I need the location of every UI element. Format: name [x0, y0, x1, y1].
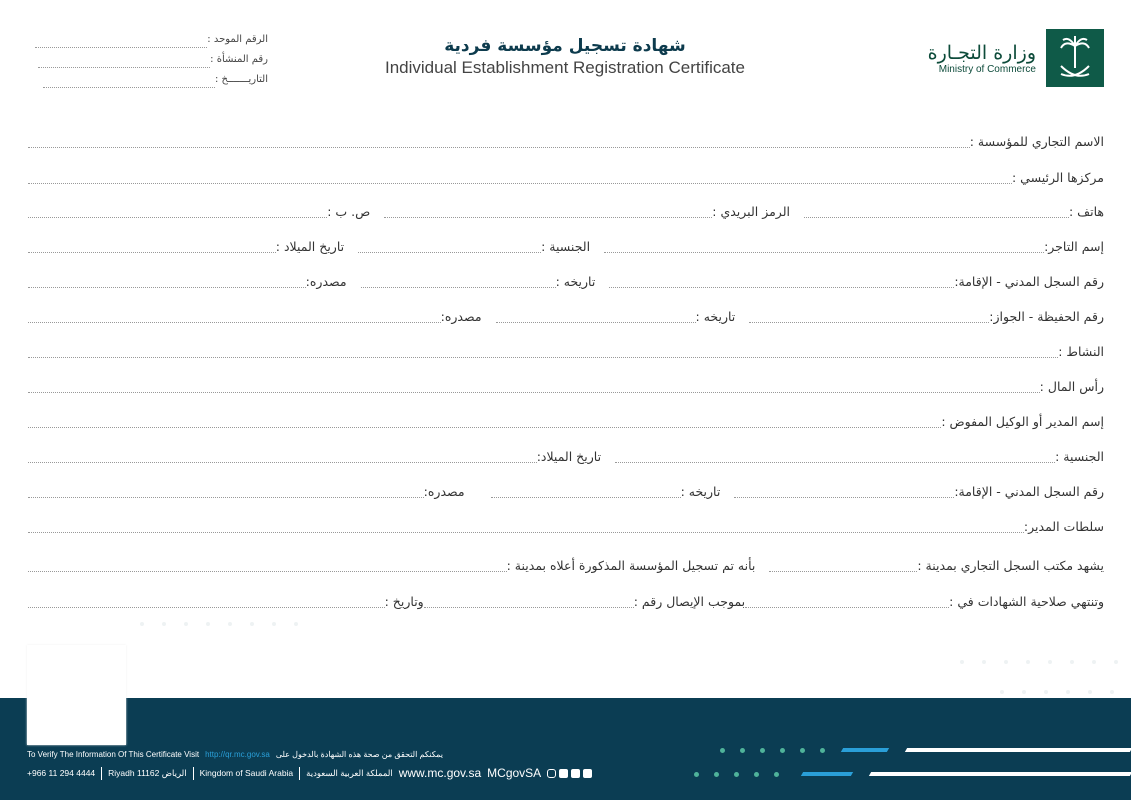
expiry-field — [745, 607, 949, 608]
background-dot — [184, 622, 188, 626]
passport-source-field — [28, 322, 441, 323]
background-dot — [228, 622, 232, 626]
row-manager-powers — [28, 519, 1104, 539]
civil-id-date-label: تاريخه : — [555, 274, 596, 289]
capital-field — [28, 392, 1040, 393]
palm-swords-emblem-icon — [1046, 29, 1104, 87]
row-manager-nationality — [28, 449, 1104, 469]
civil-id-label: رقم السجل المدني - الإقامة: — [954, 274, 1104, 289]
civil-id-date-field — [361, 287, 556, 288]
background-dot — [1004, 660, 1008, 664]
merchant-name-field — [604, 252, 1044, 253]
background-dot — [206, 622, 210, 626]
trade-name-field — [28, 147, 970, 148]
phone-field — [804, 217, 1069, 218]
passport-date-field — [496, 322, 696, 323]
trade-name-label: الاسم التجاري للمؤسسة : — [969, 134, 1104, 149]
footer-country-en: Kingdom of Saudi Arabia — [199, 768, 294, 778]
certify-office-label: يشهد مكتب السجل التجاري بمدينة : — [917, 558, 1104, 573]
verify-link[interactable]: http://qr.mc.gov.sa — [205, 750, 270, 759]
birth-date-label: تاريخ الميلاد : — [275, 239, 345, 254]
manager-name-label: إسم المدير أو الوكيل المفوض : — [941, 414, 1104, 429]
passport-label: رقم الحفيظة - الجواز: — [989, 309, 1104, 324]
manager-civil-id-source-field — [28, 497, 424, 498]
headquarters-field — [28, 183, 1012, 184]
background-dot — [272, 622, 276, 626]
civil-id-field — [609, 287, 954, 288]
background-dot — [294, 622, 298, 626]
footer-handle: MCgovSA — [487, 766, 542, 780]
activity-field — [28, 357, 1058, 358]
background-dot — [982, 660, 986, 664]
row-civil-id — [28, 274, 1104, 294]
passport-date-label: تاريخه : — [695, 309, 736, 324]
birth-date-field — [28, 252, 276, 253]
manager-nationality-label: الجنسية : — [1055, 449, 1104, 464]
background-dot — [960, 660, 964, 664]
civil-id-source-field — [28, 287, 306, 288]
decor-dot — [754, 772, 759, 777]
passport-field — [749, 322, 989, 323]
manager-civil-id-date-label: تاريخه : — [680, 484, 721, 499]
accent-stripe — [801, 772, 853, 776]
verify-line — [27, 750, 443, 759]
background-dot — [1066, 690, 1070, 694]
phone-label: هاتف : — [1068, 204, 1104, 219]
row-manager-name — [28, 414, 1104, 434]
manager-civil-id-date-field — [491, 497, 681, 498]
row-manager-civil-id — [28, 484, 1104, 504]
merchant-name-label: إسم التاجر: — [1044, 239, 1104, 254]
unified-number-field — [35, 47, 207, 48]
certify-registered-label: بأنه تم تسجيل المؤسسة المذكورة أعلاه بمدينة : — [506, 558, 756, 573]
row-merchant — [28, 239, 1104, 259]
manager-birth-date-label: تاريخ الميلاد: — [536, 449, 602, 464]
row-passport — [28, 309, 1104, 329]
verify-text-en: To Verify The Information Of This Certificate Visit — [27, 750, 200, 759]
logo-text-ar: وزارة التجـارة — [927, 41, 1036, 64]
decor-dot — [740, 748, 745, 753]
nationality-field — [358, 252, 541, 253]
white-stripe — [905, 748, 1131, 752]
date-label: التاريـــــــخ : — [214, 74, 268, 85]
nationality-label: الجنسية : — [541, 239, 591, 254]
row-capital — [28, 379, 1104, 399]
accent-stripe — [841, 748, 889, 752]
background-dot — [1088, 690, 1092, 694]
receipt-label: بموجب الإيصال رقم : — [633, 594, 746, 609]
certify-registered-field — [28, 571, 507, 572]
certificate-meta — [28, 34, 268, 94]
headquarters-label: مركزها الرئيسي : — [1012, 170, 1104, 185]
manager-name-field — [28, 427, 941, 428]
postal-code-label: الرمز البريدي : — [712, 204, 790, 219]
background-dot — [1092, 660, 1096, 664]
decor-dot — [734, 772, 739, 777]
background-dot — [1022, 690, 1026, 694]
footer-website[interactable]: www.mc.gov.sa — [398, 766, 482, 780]
row-certification — [28, 558, 1104, 578]
background-dot — [140, 622, 144, 626]
postal-code-field — [384, 217, 712, 218]
footer-country-ar: المملكة العربية السعودية — [306, 767, 393, 778]
po-box-field — [28, 217, 327, 218]
title-english: Individual Establishment Registration Certificate — [384, 58, 745, 77]
contact-line — [27, 766, 592, 780]
row-activity — [28, 344, 1104, 364]
manager-powers-field — [28, 532, 1024, 533]
manager-civil-id-label: رقم السجل المدني - الإقامة: — [954, 484, 1104, 499]
decor-dot — [694, 772, 699, 777]
facebook-icon[interactable] — [559, 769, 568, 778]
background-dot — [1044, 690, 1048, 694]
logo-text-en: Ministry of Commerce — [938, 63, 1036, 75]
receipt-field — [424, 607, 634, 608]
row-expiry — [28, 594, 1104, 614]
footer-city: Riyadh 11162 الرياض — [108, 767, 187, 778]
title-arabic: شهادة تسجيل مؤسسة فردية — [444, 36, 686, 56]
white-stripe — [869, 772, 1131, 776]
activity-label: النشاط : — [1058, 344, 1104, 359]
background-dot — [1000, 690, 1004, 694]
passport-source-label: مصدره: — [440, 309, 482, 324]
establishment-number-field — [38, 67, 210, 68]
manager-civil-id-field — [734, 497, 954, 498]
youtube-icon[interactable] — [583, 769, 592, 778]
background-dot — [162, 622, 166, 626]
decor-dot — [800, 748, 805, 753]
manager-civil-id-source-label: مصدره: — [423, 484, 465, 499]
decor-dot — [820, 748, 825, 753]
verify-text-ar: يمكنكم التحقق من صحة هذه الشهادة بالدخول على — [275, 750, 443, 759]
and-date-label: وتاريخ : — [384, 594, 424, 609]
background-dot — [1114, 660, 1118, 664]
instagram-icon[interactable] — [547, 769, 556, 778]
unified-number-label: الرقم الموحد : — [207, 34, 268, 45]
row-headquarters — [28, 170, 1104, 190]
background-dot — [250, 622, 254, 626]
background-dot — [1070, 660, 1074, 664]
decor-dot — [720, 748, 725, 753]
manager-powers-label: سلطات المدير: — [1023, 519, 1104, 534]
manager-birth-date-field — [28, 462, 537, 463]
po-box-label: ص. ب : — [327, 204, 371, 219]
establishment-number-label: رقم المنشأة : — [210, 54, 268, 65]
background-dot — [1110, 690, 1114, 694]
qr-code-area — [27, 645, 126, 745]
and-date-field — [28, 607, 385, 608]
footer-phone: +966 11 294 4444 — [27, 768, 96, 778]
decor-dot — [780, 748, 785, 753]
twitter-icon[interactable] — [571, 769, 580, 778]
row-trade-name — [28, 134, 1104, 154]
certify-office-field — [769, 571, 917, 572]
decor-dot — [714, 772, 719, 777]
row-contact — [28, 204, 1104, 224]
page-title — [330, 36, 800, 78]
manager-nationality-field — [615, 462, 1055, 463]
expiry-label: وتنتهي صلاحية الشهادات في : — [949, 594, 1104, 609]
date-field — [43, 87, 215, 88]
background-dot — [1026, 660, 1030, 664]
decor-dot — [774, 772, 779, 777]
civil-id-source-label: مصدره: — [305, 274, 347, 289]
background-dot — [1048, 660, 1052, 664]
capital-label: رأس المال : — [1039, 379, 1104, 394]
ministry-logo — [928, 29, 1104, 87]
decor-dot — [760, 748, 765, 753]
